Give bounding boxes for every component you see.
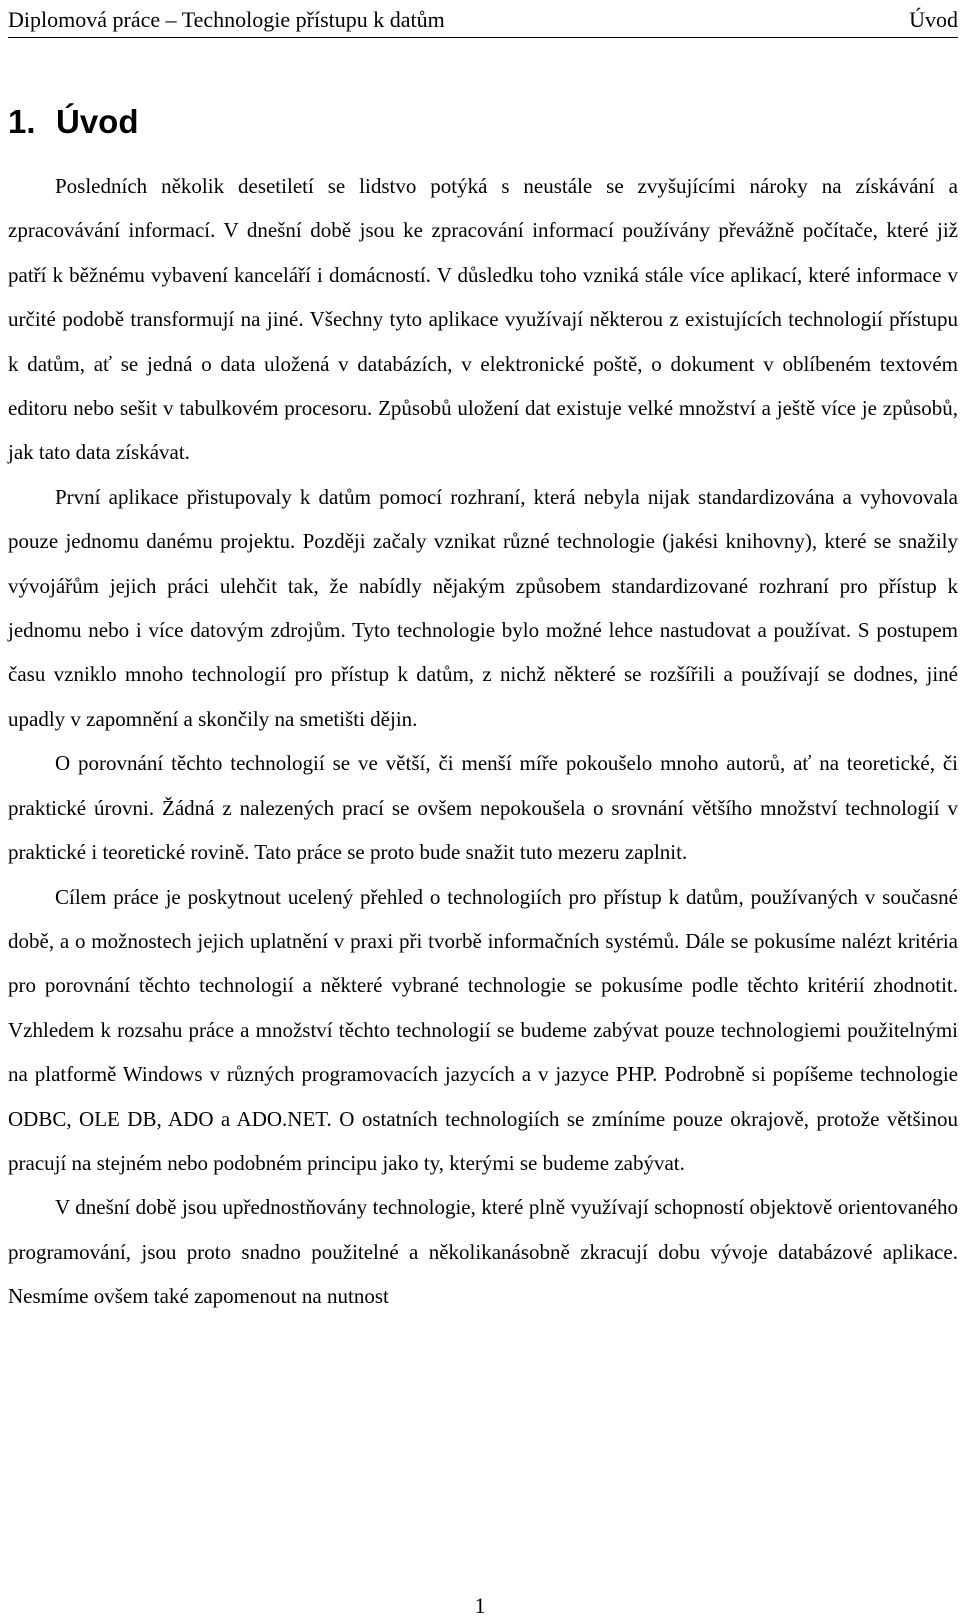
- paragraph-3: O porovnání těchto technologií se ve větší, či menší míře pokoušelo mnoho autorů, ať na teoretické, či praktické úrovni. Žádná z nalezených prací se ovšem nepokoušela o srovnání většího množství technologií v praktické i teoretické rovině. Tato práce se proto bude snažit tuto mezeru zaplnit.: [8, 751, 958, 865]
- body-text: [8, 164, 958, 1319]
- header-divider: [8, 37, 958, 38]
- paragraph-2: První aplikace přistupovaly k datům pomocí rozhraní, která nebyla nijak standardizována a vyhovovala pouze jednomu danému projektu. Později začaly vznikat různé technologie (jakési knihovny), které se snažily vývojářům jejich práci ulehčit tak, že nabídly nějakým způsobem standardizované rozhraní pro přístup k jednomu nebo i více datovým zdrojům. Tyto technologie bylo možné lehce nastudovat a používat. S postupem času vzniklo mnoho technologií pro přístup k datům, z nichž některé se rozšířili a používají se dodnes, jiné upadly v zapomnění a skončily na smetišti dějin.: [8, 484, 958, 731]
- chapter-title: Úvod: [56, 103, 139, 140]
- running-header: [8, 4, 958, 36]
- paragraph-4: Cílem práce je poskytnout ucelený přehled o technologiích pro přístup k datům, používaných v současné době, a o možnostech jejich uplatnění v praxi při tvorbě informačních systémů. Dále se pokusíme nalézt kritéria pro porovnání těchto technologií a některé vybrané technologie se pokusíme podle těchto kritérií zhodnotit. Vzhledem k rozsahu práce a množství těchto technologií se budeme zabývat pouze technologiemi použitelnými na platformě Windows v různých programovacích jazycích a v jazyce PHP. Podrobně si popíšeme technologie ODBC, OLE DB, ADO a ADO.NET. O ostatních technologiích se zmíníme pouze okrajově, protože většinou pracují na stejném nebo podobném principu jako ty, kterými se budeme zabývat.: [8, 884, 958, 1175]
- paragraph-1: Posledních několik desetiletí se lidstvo potýká s neustále se zvyšujícími nároky na získávání a zpracovávání informací. V dnešní době jsou ke zpracování informací používány převážně počítače, které již patří k běžnému vybavení kanceláří i domácností. V důsledku toho vzniká stále více aplikací, které informace v určité podobě transformují na jiné. Všechny tyto aplikace využívají některou z existujících technologií přístupu k datům, ať se jedná o data uložená v databázích, v elektronické poště, o dokument v oblíbeném textovém editoru nebo sešit v tabulkovém procesoru. Způsobů uložení dat existuje velké množství a ještě více je způsobů, jak tato data získávat.: [8, 174, 958, 465]
- header-chapter-name: Úvod: [909, 7, 958, 32]
- chapter-heading: [8, 100, 139, 144]
- chapter-number: 1.: [8, 103, 36, 140]
- paragraph-5: V dnešní době jsou upřednostňovány technologie, které plně využívají schopností objektově orientovaného programování, jsou proto snadno použitelné a několikanásobně zkracují dobu vývoje databázové aplikace. Nesmíme ovšem také zapomenout na nutnost: [8, 1195, 958, 1309]
- page-number: 1: [474, 1593, 486, 1618]
- header-document-title: Diplomová práce – Technologie přístupu k datům: [8, 7, 445, 32]
